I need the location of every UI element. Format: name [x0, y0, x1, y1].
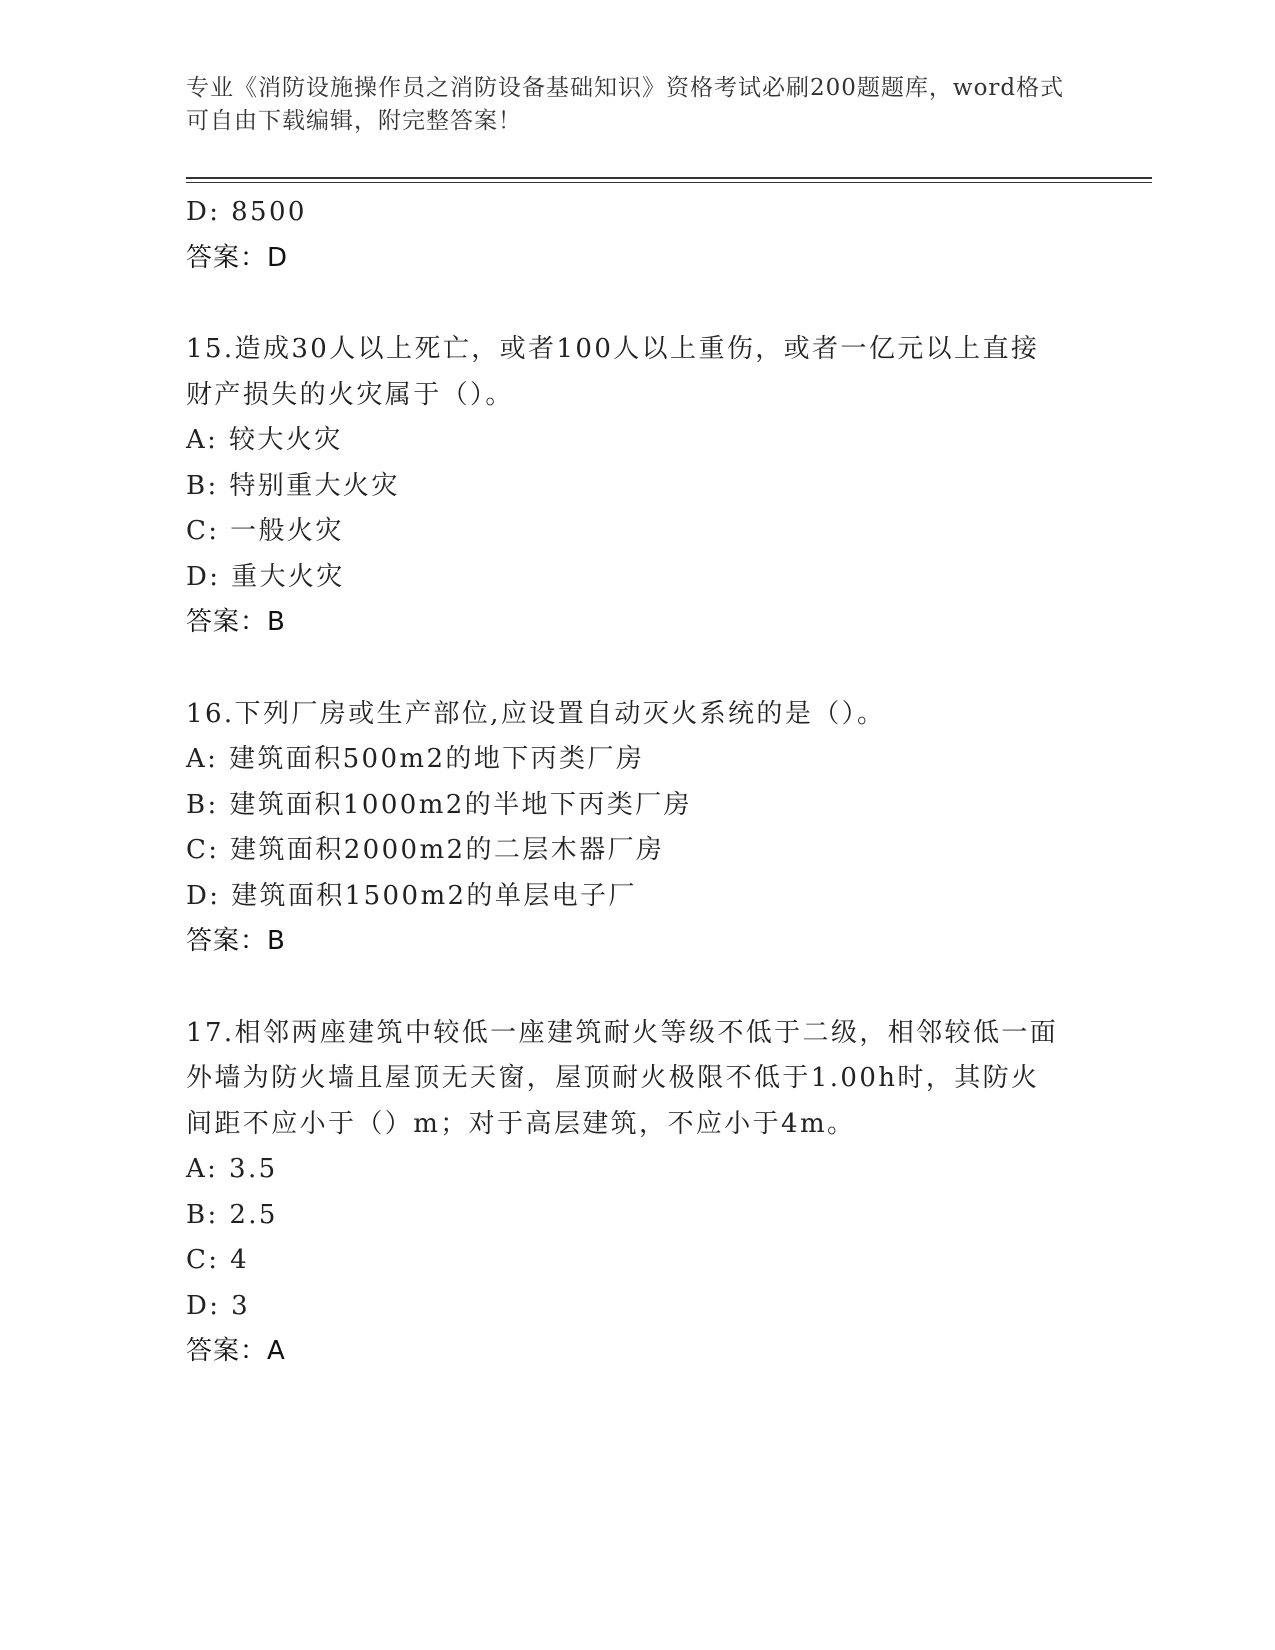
answer-label: 答案：A [186, 1336, 286, 1366]
option-c: C: 4 [186, 1245, 250, 1275]
option-b: B: 2.5 [186, 1199, 278, 1230]
option-b: B: 建筑面积1000m2的半地下丙类厂房 [186, 789, 692, 820]
answer-label: 答案：B [186, 926, 286, 956]
option-a: A: 3.5 [186, 1154, 278, 1184]
previous-question-tail [186, 190, 1086, 281]
header-title: 专业《消防设施操作员之消防设备基础知识》资格考试必刷200题题库，word格式可自由下载编辑，附完整答案！ [186, 75, 1065, 134]
answer-label: 答案：D [186, 242, 289, 273]
question-15 [186, 327, 1086, 646]
option-b: B: 特别重大火灾 [186, 470, 400, 501]
question-16 [186, 692, 1086, 965]
question-stem: 16.下列厂房或生产部位,应设置自动灭火系统的是（）。 [186, 698, 886, 729]
question-stem: 外墙为防火墙且屋顶无天窗，屋顶耐火极限不低于1.00h时，其防火 [186, 1063, 1040, 1093]
question-stem: 17.相邻两座建筑中较低一座建筑耐火等级不低于二级，相邻较低一面 [186, 1017, 1059, 1048]
answer-label: 答案：B [186, 607, 286, 637]
question-stem: 财产损失的火灾属于（）。 [186, 379, 514, 410]
option-d: D: 重大火灾 [186, 561, 345, 592]
question-list [186, 190, 1086, 1375]
header-rule-thick [186, 177, 1152, 179]
question-17 [186, 1011, 1086, 1375]
option-a: A: 建筑面积500m2的地下丙类厂房 [186, 744, 645, 774]
question-stem: 15.造成30人以上死亡，或者100人以上重伤，或者一亿元以上直接 [186, 334, 1040, 364]
question-stem: 间距不应小于（）m；对于高层建筑，不应小于4m。 [186, 1108, 856, 1139]
document-header [186, 72, 1066, 138]
option-c: C: 一般火灾 [186, 516, 344, 546]
option-d: D: 8500 [186, 197, 307, 227]
option-d: D: 3 [186, 1290, 251, 1321]
option-d: D: 建筑面积1500m2的单层电子厂 [186, 880, 637, 911]
option-a: A: 较大火灾 [186, 425, 343, 455]
option-c: C: 建筑面积2000m2的二层木器厂房 [186, 835, 665, 865]
header-rule-thin [186, 182, 1152, 183]
